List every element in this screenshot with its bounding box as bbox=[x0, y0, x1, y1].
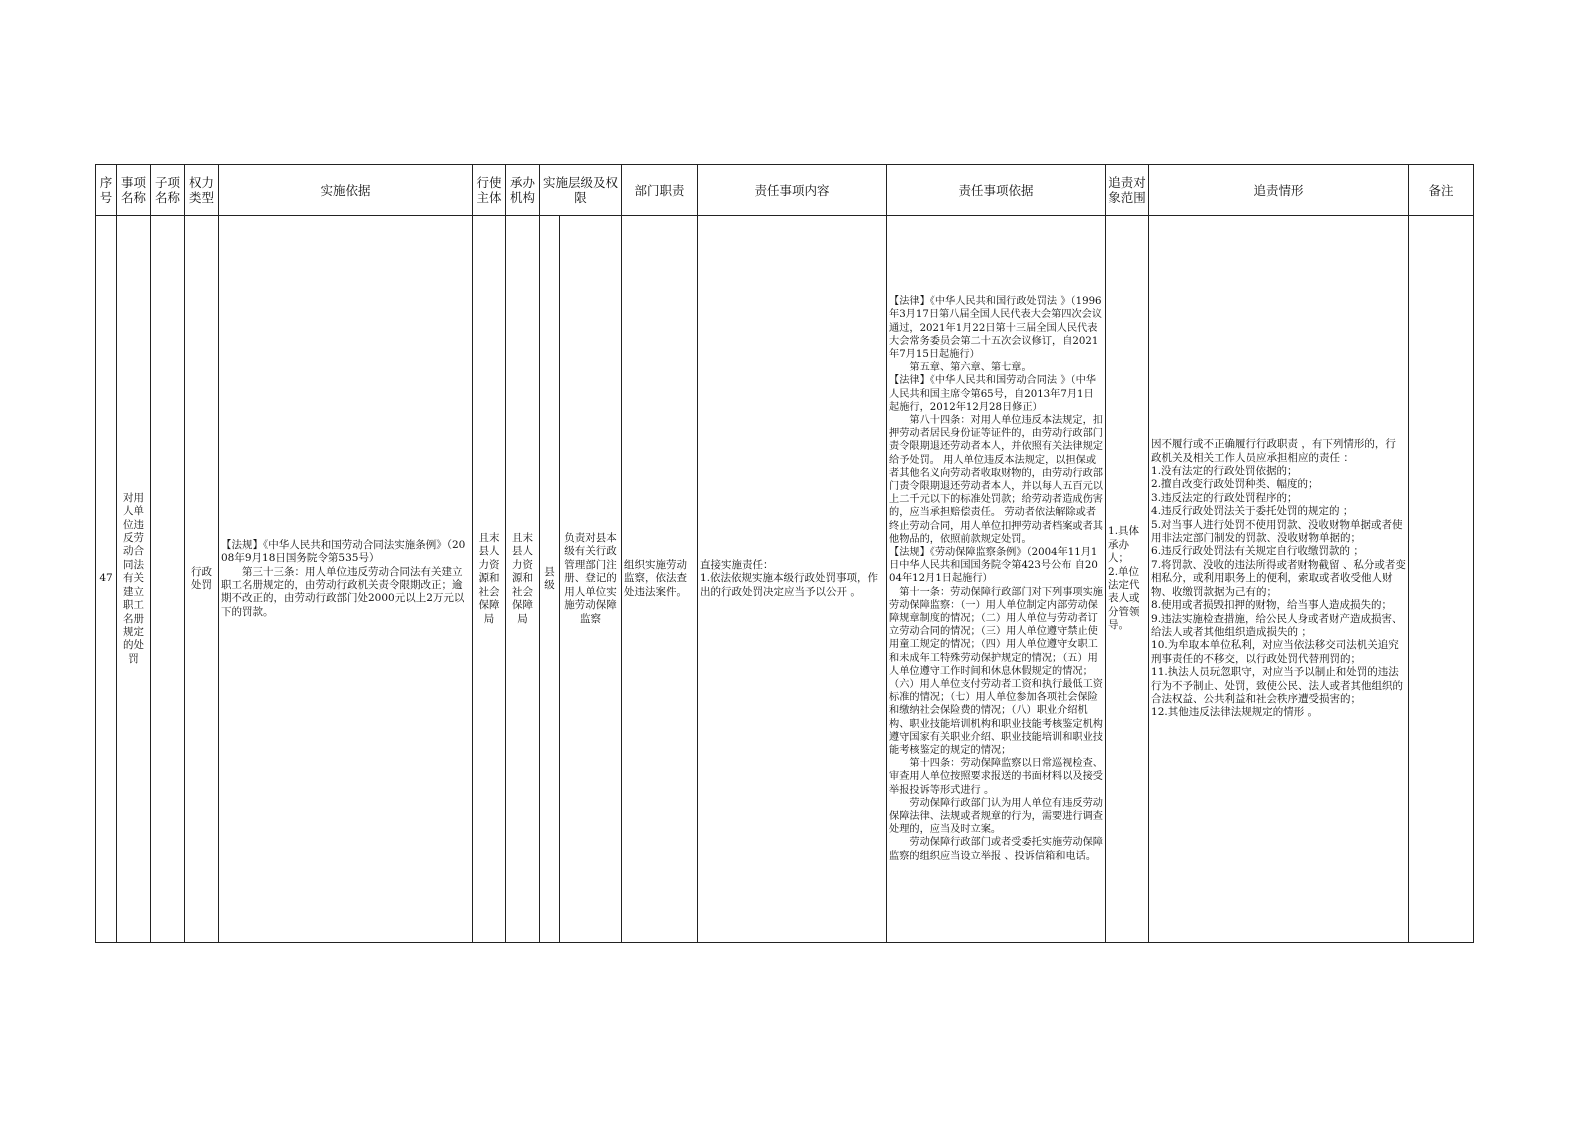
header-sub-item: 子项名称 bbox=[151, 165, 185, 216]
header-level: 实施层级及权限 bbox=[540, 165, 622, 216]
cell-situations: 因不履行或不正确履行行政职责 ，有下列情形的，行政机关及相关工作人员应承担相应的责任 ： 1.没有法定的行政处罚依据的； 2.擅自改变行政处罚种类、幅度的； 3.违反法定的行政处罚程序的； 4.违反行政处罚法关于委托处罚的规定的 ； 5.对当事人进行处罚不使用罚款、没收财物单据或者使用非法定部门制发的罚款、没收财物单据的； 6.违反行政处罚法有关规定自行收缴罚款的 ； 7.将罚款、没收的违法所得或者财物截留 、私分或者变相私分，或利用职务上的便利，索取或者收受他人财物、收缴罚款据为己有的； 8.使用或者损毁扣押的财物，给当事人造成损失的； 9.违法实施检查措施，给公民人身或者财产造成损害、给法人或者其他组织造成损失的 ； 10.为牟取本单位私利，对应当依法移交司法机关追究刑事责任的不移交，以行政处罚代替刑罚的； 11.执法人员玩忽职守，对应当予以制止和处罚的违法行为不予制止、处罚，致使公民、法人或者其他组织的合法权益、公共利益和社会秩序遭受损害的； 12.其他违反法律法规规定的情形 。 bbox=[1149, 216, 1409, 943]
header-situations: 追责情形 bbox=[1149, 165, 1409, 216]
cell-item-name: 对用人单位违反劳动合同法有关建立职工名册规定的处罚 bbox=[117, 216, 151, 943]
responsibility-table bbox=[95, 164, 1474, 943]
cell-agency: 且末县人力资源和社会保障局 bbox=[506, 216, 540, 943]
cell-level: 县级 bbox=[540, 216, 560, 943]
header-agency: 承办机构 bbox=[506, 165, 540, 216]
header-basis: 实施依据 bbox=[219, 165, 473, 216]
header-resp-basis: 责任事项依据 bbox=[887, 165, 1106, 216]
cell-duty: 组织实施劳动监察，依法查处违法案件。 bbox=[622, 216, 698, 943]
header-subject: 行使主体 bbox=[473, 165, 506, 216]
header-seq: 序号 bbox=[96, 165, 117, 216]
cell-resp-content: 直接实施责任： 1.依法依规实施本级行政处罚事项，作出的行政处罚决定应当予以公开 。 bbox=[698, 216, 887, 943]
header-scope: 追责对象范围 bbox=[1106, 165, 1149, 216]
cell-seq: 47 bbox=[96, 216, 117, 943]
header-power-type: 权力类型 bbox=[185, 165, 219, 216]
cell-power-type: 行政处罚 bbox=[185, 216, 219, 943]
header-row bbox=[96, 165, 1474, 216]
cell-scope: 1.具体承办人； 2.单位法定代表人或分管领导。 bbox=[1106, 216, 1149, 943]
header-duty: 部门职责 bbox=[622, 165, 698, 216]
header-resp-content: 责任事项内容 bbox=[698, 165, 887, 216]
header-remarks: 备注 bbox=[1409, 165, 1474, 216]
cell-subject: 且末县人力资源和社会保障局 bbox=[473, 216, 506, 943]
cell-basis: 【法规】《中华人民共和国劳动合同法实施条例》（2008年9月18日国务院令第535号） 第三十三条：用人单位违反劳动合同法有关建立职工名册规定的，由劳动行政机关责令限期改正；逾期不改正的，由劳动行政部门处2000元以上2万元以下的罚款。 bbox=[219, 216, 473, 943]
table-row bbox=[96, 216, 1474, 943]
cell-sub-item bbox=[151, 216, 185, 943]
cell-remarks bbox=[1409, 216, 1474, 943]
cell-resp-basis: 【法律】《中华人民共和国行政处罚法 》（1996年3月17日第八届全国人民代表大会第四次会议通过，2021年1月22日第十三届全国人民代表大会常务委员会第二十五次会议修订，自2021年7月15日起施行） 第五章、第六章、第七章。 【法律】《中华人民共和国劳动合同法 》（中华人民共和国主席令第65号，自2013年7月1日起施行，2012年12月28日修正） 第八十四条：对用人单位违反本法规定，扣押劳动者居民身份证等证件的，由劳动行政部门责令限期退还劳动者本人，并依照有关法律规定给予处罚。 用人单位违反本法规定，以担保或者其他名义向劳动者收取财物的，由劳动行政部门责令限期退还劳动者本人，并以每人五百元以上二千元以下的标准处罚款；给劳动者造成伤害的，应当承担赔偿责任。 劳动者依法解除或者终止劳动合同，用人单位扣押劳动者档案或者其他物品的，依照前款规定处罚。 【法规】《劳动保障监察条例》（2004年11月1日中华人民共和国国务院令第423号公布 自2004年12月1日起施行） 第十一条：劳动保障行政部门对下列事项实施劳动保障监察：（一）用人单位制定内部劳动保障规章制度的情况；（二）用人单位与劳动者订立劳动合同的情况；（三）用人单位遵守禁止使用童工规定的情况；（四）用人单位遵守女职工和未成年工特殊劳动保护规定的情况；（五）用人单位遵守工作时间和休息休假规定的情况；（六）用人单位支付劳动者工资和执行最低工资标准的情况；（七）用人单位参加各项社会保险和缴纳社会保险费的情况；（八）职业介绍机构、职业技能培训机构和职业技能考核鉴定机构遵守国家有关职业介绍、职业技能培训和职业技能考核鉴定的规定的情况； 第十四条：劳动保障监察以日常巡视检查、审查用人单位按照要求报送的书面材料以及接受举报投诉等形式进行 。 劳动保障行政部门认为用人单位有违反劳动保障法律、法规或者规章的行为，需要进行调查处理的，应当及时立案。 劳动保障行政部门或者受委托实施劳动保障监察的组织应当设立举报 、投诉信箱和电话。 bbox=[887, 216, 1106, 943]
cell-level-desc: 负责对县本级有关行政管理部门注册、登记的用人单位实施劳动保障监察 bbox=[560, 216, 622, 943]
header-item-name: 事项名称 bbox=[117, 165, 151, 216]
